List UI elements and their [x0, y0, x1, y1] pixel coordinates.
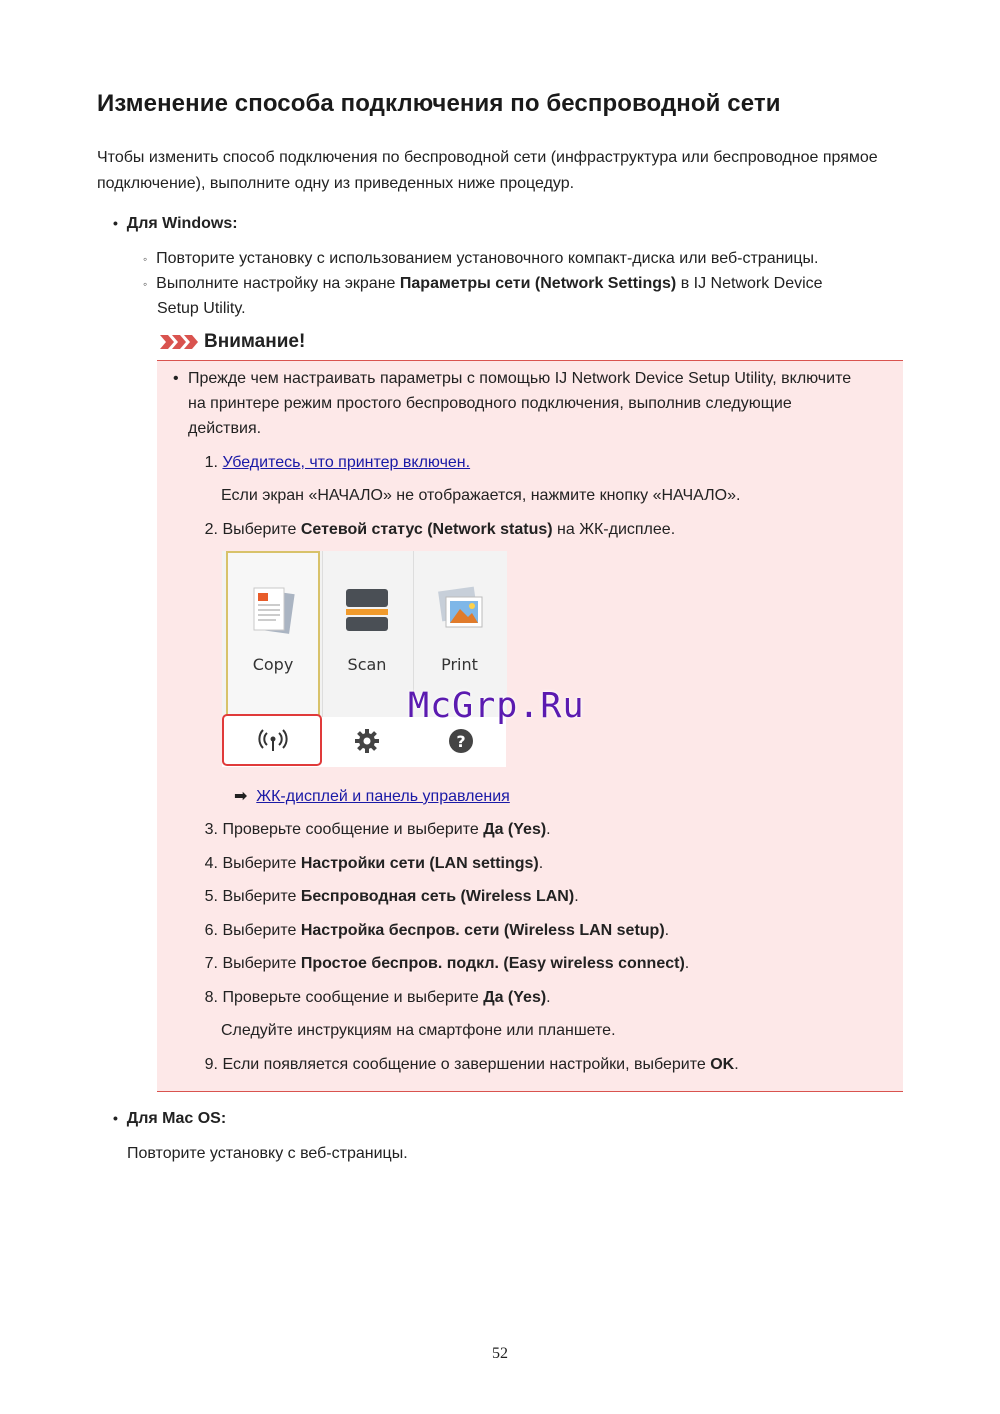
step-4 — [196, 851, 896, 885]
step-pre: Выберите — [222, 888, 297, 906]
attention-arrows-icon — [160, 333, 198, 351]
step-number: 8. — [204, 988, 218, 1006]
settings-gear-icon[interactable] — [354, 728, 380, 754]
step-2-bold: Сетевой статус (Network status) — [300, 521, 553, 538]
step-number: 6. — [204, 921, 218, 939]
step-9-bold: OK — [710, 1056, 735, 1073]
windows-item-1-text: Повторите установку с использованием установочного компакт-диска или веб-страницы. — [156, 250, 819, 267]
circle-bullet-icon: ◦ — [143, 252, 148, 266]
intro-paragraph: Чтобы изменить способ подключения по беспроводной сети (инфраструктура или беспроводное прямое подключение), выполните одну из приведенных ниже процедур. — [97, 149, 878, 192]
mac-heading-text: Для Mac OS: — [126, 1110, 227, 1127]
attention-heading — [160, 331, 305, 353]
print-icon — [434, 585, 486, 637]
copy-icon — [250, 586, 298, 638]
step-pre: Проверьте сообщение и выберите — [222, 821, 479, 838]
step-pre: Выберите — [222, 921, 297, 939]
lcd-screen — [222, 551, 506, 767]
network-settings-label: Параметры сети (Network Settings) — [399, 275, 677, 292]
step-number: 7. — [204, 955, 218, 973]
step-7 — [196, 951, 896, 985]
step-1-note: Если экран «НАЧАЛО» не отображается, нажмите кнопку «НАЧАЛО». — [221, 487, 741, 504]
step-pre: Выберите — [222, 955, 297, 973]
windows-item-2-cont: Setup Utility. — [157, 300, 246, 317]
step-bold: Да (Yes) — [483, 988, 547, 1006]
step-number: 4. — [204, 854, 218, 872]
step-bold: Простое беспров. подкл. (Easy wireless connect) — [300, 955, 685, 973]
step-2-post: на ЖК-дисплее. — [557, 521, 676, 538]
bullet-icon: • — [113, 215, 118, 231]
bullet-icon: • — [113, 1110, 118, 1126]
page-number: 52 — [492, 1345, 508, 1362]
attention-intro-line-3: действия. — [188, 420, 262, 437]
step-number: 3. — [204, 821, 218, 838]
step-3 — [196, 817, 896, 851]
windows-heading-text: Для Windows: — [126, 215, 238, 232]
step-number: 2. — [204, 521, 218, 538]
step-post: . — [664, 921, 670, 939]
step-6 — [196, 918, 896, 952]
page-title: Изменение способа подключения по беспроводной сети — [97, 90, 781, 117]
watermark: McGrp.Ru — [408, 686, 585, 726]
step-1 — [196, 450, 470, 475]
step-bold: Да (Yes) — [483, 821, 547, 838]
windows-item-2 — [143, 271, 883, 297]
wireless-icon — [258, 728, 288, 754]
step-bold: Беспроводная сеть (Wireless LAN) — [300, 888, 575, 906]
step-bold: Настройки сети (LAN settings) — [300, 854, 539, 872]
circle-bullet-icon: ◦ — [143, 277, 148, 291]
windows-item-1 — [143, 246, 818, 272]
attention-intro — [188, 366, 898, 441]
step-9-post: . — [734, 1056, 739, 1073]
step-number: 5. — [204, 888, 218, 906]
scan-tile — [322, 551, 413, 717]
step-9-pre: Если появляется сообщение о завершении настройки, выберите — [222, 1056, 706, 1073]
step-pre: Выберите — [222, 854, 297, 872]
arrow-right-icon: ➡ — [234, 788, 248, 805]
mac-heading — [113, 1110, 226, 1128]
mac-text: Повторите установку с веб-страницы. — [127, 1145, 408, 1162]
step-post: . — [546, 988, 551, 1006]
network-status-button[interactable] — [222, 714, 322, 766]
windows-heading — [113, 215, 238, 233]
step-post: . — [546, 821, 551, 838]
step-2-pre: Выберите — [222, 521, 297, 538]
steps-list — [196, 817, 896, 1019]
step-post: . — [684, 955, 690, 973]
step-post: . — [538, 854, 544, 872]
lcd-print-label: Print — [441, 655, 478, 674]
windows-item-2-text: Выполните настройку на экране — [156, 275, 396, 292]
step-number: 9. — [204, 1056, 218, 1073]
lcd-panel-link[interactable]: ЖК-дисплей и панель управления — [256, 788, 510, 805]
svg-text:?: ? — [456, 732, 466, 751]
attention-heading-text: Внимание! — [204, 331, 306, 352]
attention-bullet: • — [173, 370, 179, 387]
step-8-note: Следуйте инструкциям на смартфоне или планшете. — [221, 1022, 616, 1039]
step-pre: Проверьте сообщение и выберите — [222, 988, 479, 1006]
help-icon[interactable] — [448, 728, 474, 754]
printer-on-link[interactable]: Убедитесь, что принтер включен. — [222, 454, 471, 471]
step-post: . — [574, 888, 579, 906]
step-5 — [196, 884, 896, 918]
lcd-copy-label: Copy — [252, 655, 294, 674]
attention-intro-line-2: на принтере режим простого беспроводного подключения, выполнив следующие — [188, 395, 792, 412]
step-2 — [196, 517, 675, 542]
step-8 — [196, 985, 896, 1019]
step-bold: Настройка беспров. сети (Wireless LAN setup) — [300, 921, 665, 939]
attention-intro-line-1: Прежде чем настраивать параметры с помощью IJ Network Device Setup Utility, включите — [188, 370, 852, 387]
scan-icon — [344, 587, 390, 633]
step-9 — [196, 1052, 739, 1077]
lcd-link-row — [234, 784, 510, 809]
lcd-scan-label: Scan — [347, 655, 387, 674]
step-number: 1. — [204, 454, 218, 471]
windows-item-2-tail: в IJ Network Device — [680, 275, 823, 292]
